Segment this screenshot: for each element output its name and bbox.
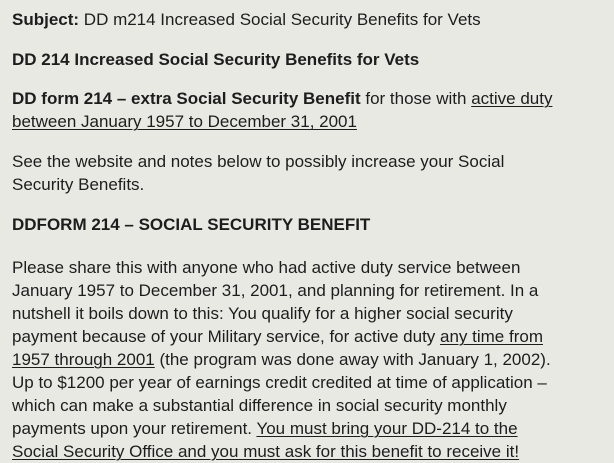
subject-line — [12, 8, 604, 31]
body-line-1: Please share this with anyone who had active duty service between — [12, 258, 521, 277]
form214-rest-text: for those with — [360, 89, 472, 108]
body-line-7: which can make a substantial difference in social security monthly — [12, 396, 507, 415]
body-line-8-underline: You must bring your DD-214 to the — [256, 419, 518, 438]
heading-dd214-benefits: DD 214 Increased Social Security Benefits for Vets — [12, 50, 420, 69]
body-line-3: nutshell it boils down to this: You qualify for a higher social security — [12, 304, 513, 323]
body-paragraph — [12, 256, 604, 463]
body-line-5-underline: 1957 through 2001 — [12, 350, 155, 369]
body-line-5-text: (the program was done away with January 1, 2002). — [154, 350, 551, 369]
subject-label: Subject: — [12, 10, 80, 29]
body-line-6: Up to $1200 per year of earnings credit credited at time of application – — [12, 373, 547, 392]
body-line-2: January 1957 to December 31, 2001, and planning for retirement. In a — [12, 281, 539, 300]
form214-bold-text: DD form 214 – extra Social Security Benefit — [12, 89, 361, 108]
body-line-4-text: payment because of your Military service, for active duty — [12, 327, 441, 346]
see-website-paragraph — [12, 150, 604, 196]
see-website-line-1: See the website and notes below to possibly increase your Social — [12, 152, 505, 171]
heading-ddform-214: DDFORM 214 – SOCIAL SECURITY BENEFIT — [12, 215, 371, 234]
form214-underline-2: between January 1957 to December 31, 2001 — [12, 112, 357, 131]
see-website-line-2: Security Benefits. — [12, 175, 145, 194]
body-line-4-underline: any time from — [440, 327, 543, 346]
form214-paragraph — [12, 87, 604, 133]
subject-text: DD m214 Increased Social Security Benefits for Vets — [79, 10, 481, 29]
form214-underline-1: active duty — [471, 89, 553, 108]
body-line-8-text: payments upon your retirement. — [12, 419, 257, 438]
body-line-9-underline: Social Security Office and you must ask for this benefit to receive it! — [12, 442, 520, 461]
